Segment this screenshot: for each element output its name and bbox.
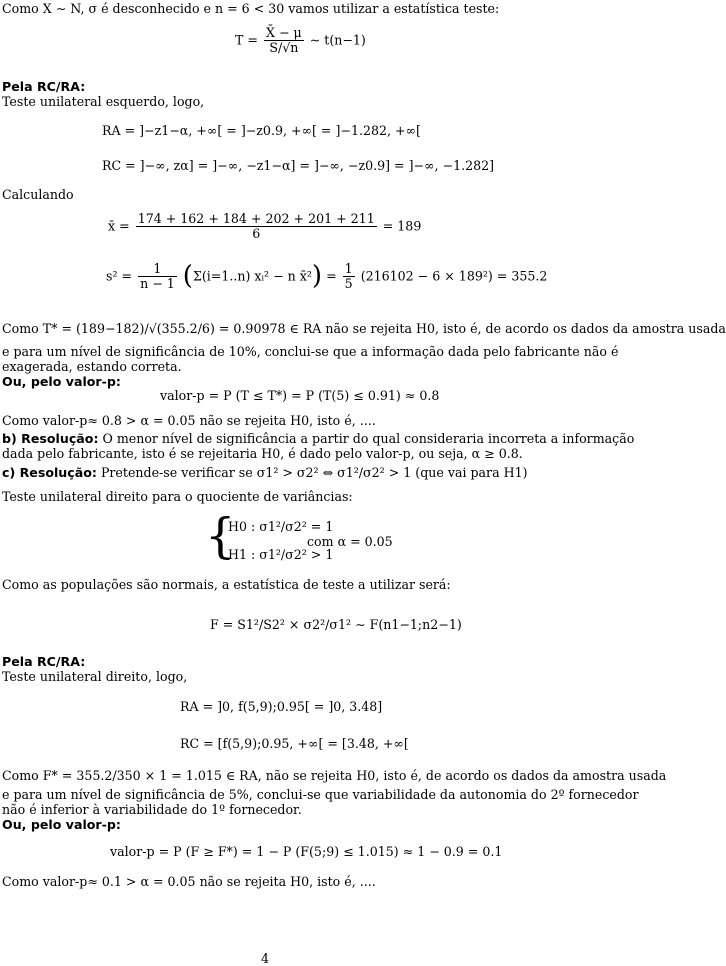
t-statistic: T = $\frac{X̄ - \mu}{S/√n}$ ∼ t(n−1) [235, 25, 366, 56]
xbar-eq: x̄ = $\frac{174 + 162 + 184 + 202 + 201 + 211}{6}$ = 189 [108, 211, 422, 242]
pvalue-2: valor-p = P (F ≥ F*) = 1 − P (F(5;9) ≤ 1.015) ≈ 1 − 0.9 = 0.1 [110, 844, 503, 859]
alpha: com α = 0.05 [307, 534, 393, 549]
p3: Como valor-p≈ 0.8 > α = 0.05 não se rejeita H0, isto é, .... [2, 413, 376, 428]
calculando: Calculando [2, 187, 74, 202]
left-brace: { [205, 508, 236, 564]
p2c: exagerada, estando correta. [2, 359, 182, 374]
rc-1: RC = ]−∞, zα] = ]−∞, −z1−α] = ]−∞, −z0.9] = ]−∞, −1.282] [102, 158, 495, 173]
heading-rcra-2: Pela RC/RA: [2, 654, 86, 669]
b-line-1: b) Resolução: O menor nível de significância a partir do qual consideraria incorreta a informação [2, 431, 635, 446]
rc-2: RC = [f(5,9);0.95, +∞[ = [3.48, +∞[ [180, 736, 409, 751]
page-number: 4 [261, 951, 270, 966]
test-right-var: Teste unilateral direito para o quociente de variâncias: [2, 489, 353, 504]
h1: H1 : σ1²/σ2² > 1 [228, 547, 334, 562]
p4b: e para um nível de significância de 5%, conclui-se que variabilidade da autonomia do 2º fornecedor [2, 787, 639, 802]
test-left-line: Teste unilateral esquerdo, logo, [2, 94, 205, 109]
b-line-2: dada pelo fabricante, isto é se rejeitaria H0, é dado pelo valor-p, ou seja, α ≥ 0.8. [2, 446, 523, 461]
test-right-line: Teste unilateral direito, logo, [2, 669, 188, 684]
f-statistic: F = S1²/S2² × σ2²/σ1² ∼ F(n1−1;n2−1) [210, 617, 462, 632]
c-line-1: c) Resolução: Pretende-se verificar se σ1² > σ2² ⇔ σ1²/σ2² > 1 (que vai para H1) [2, 465, 528, 480]
s2-eq: s² = $\frac{1}{n - 1}$ (Σ(i=1..n) xᵢ² − n x̄²) = $\frac{1}{5}$ (216102 − 6 × 189²) = 355.2 [106, 261, 548, 292]
h0: H0 : σ1²/σ2² = 1 [228, 519, 334, 534]
intro-line: Como X ∼ N, σ é desconhecido e n = 6 < 30 vamos utilizar a estatística teste: [2, 1, 500, 16]
p2a: Como T* = (189−182)/√(355.2/6) = 0.90978 ∈ RA não se rejeita H0, isto é, de acordo os dados da amostra usada [2, 321, 726, 336]
pvalue-1: valor-p = P (T ≤ T*) = P (T(5) ≤ 0.91) ≈ 0.8 [160, 388, 440, 403]
p4a: Como F* = 355.2/350 × 1 = 1.015 ∈ RA, não se rejeita H0, isto é, de acordo os dados da amostra usada [2, 768, 667, 783]
pop-line: Como as populações são normais, a estatística de teste a utilizar será: [2, 577, 451, 592]
ra-1: RA = ]−z1−α, +∞[ = ]−z0.9, +∞[ = ]−1.282, +∞[ [102, 123, 421, 138]
heading-pvalue-2: Ou, pelo valor-p: [2, 817, 121, 832]
heading-rcra-1: Pela RC/RA: [2, 79, 86, 94]
p2b: e para um nível de significância de 10%, conclui-se que a informação dada pelo fabricante não é [2, 344, 619, 359]
ra-2: RA = ]0, f(5,9);0.95[ = ]0, 3.48] [180, 699, 383, 714]
p4c: não é inferior à variabilidade do 1º fornecedor. [2, 802, 302, 817]
heading-pvalue-1: Ou, pelo valor-p: [2, 374, 121, 389]
p5: Como valor-p≈ 0.1 > α = 0.05 não se rejeita H0, isto é, .... [2, 874, 376, 889]
